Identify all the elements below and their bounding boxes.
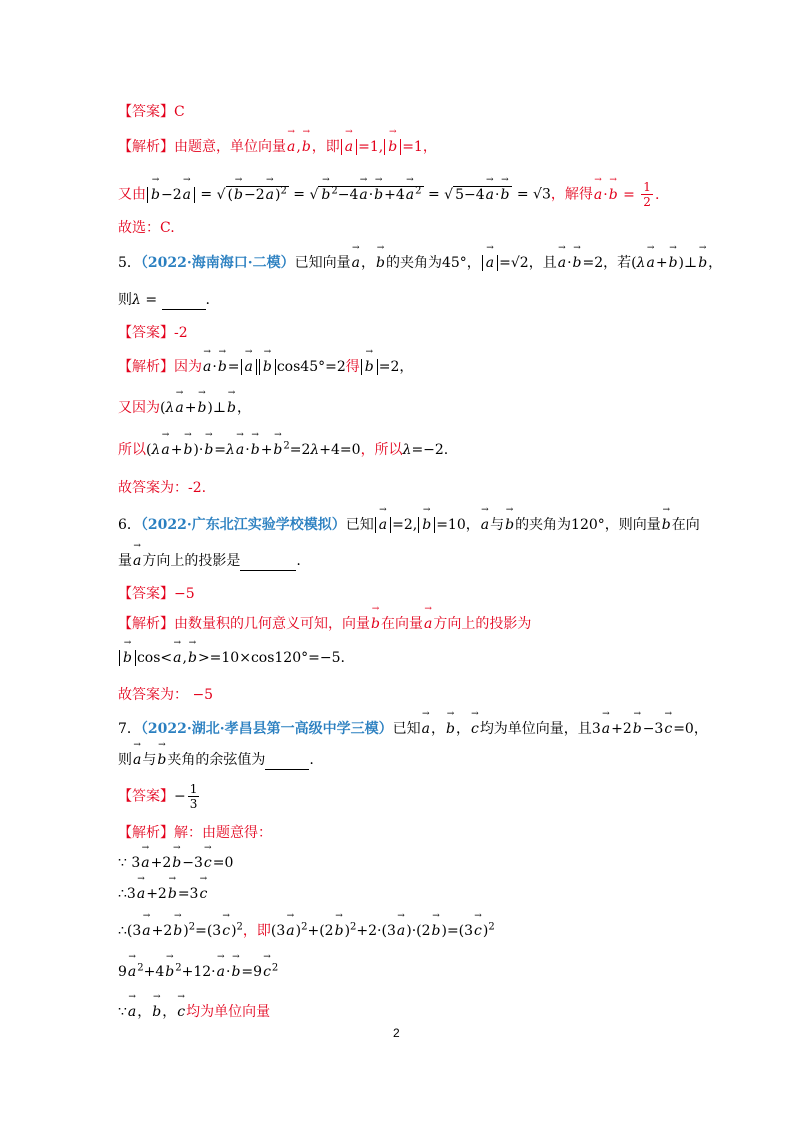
q5-source: （2022·海南海口·二模） bbox=[140, 255, 295, 271]
q7-analysis-line-5: $9\to a^2+4\to b^2+12\cdot\to a\cdot\to b=9\to c^2$ bbox=[118, 962, 278, 982]
q4-final: 故选：C. bbox=[118, 220, 175, 236]
q4-analysis-line-1: 【解析】由题意，单位向量→ a,→ b，即→ a =1,→ b =1， bbox=[118, 137, 437, 157]
q5-stem-line-2: 则λ = . bbox=[118, 292, 210, 308]
q6-analysis-line-1: 【解析】由数量积的几何意义可知，向量→ b在向量→ a方向上的投影为 bbox=[118, 614, 531, 634]
q5-answer-line: 【答案】-2 bbox=[118, 325, 188, 341]
q7-stem-line-1: 7．（2022·湖北·孝昌县第一高级中学三模）已知→ a，→ b，→ c均为单位向量，且3→ a+2→ b−3→ c=0， bbox=[118, 719, 708, 739]
q6-stem-line-2: 量→ a方向上的投影是 . bbox=[118, 551, 301, 571]
q4-answer-line bbox=[118, 102, 185, 122]
answer-blank bbox=[265, 755, 309, 770]
q7-answer-line: 【答案】− $\frac{1}{3}$ bbox=[118, 782, 198, 811]
q7-stem-line-2: 则→ a与→ b夹角的余弦值为 . bbox=[118, 750, 314, 770]
q7-source: （2022·湖北·孝昌县第一高级中学三模） bbox=[140, 721, 393, 737]
q7-analysis-line-6: ∵→ a，→ b，→ c均为单位向量 bbox=[118, 1002, 270, 1022]
q7-analysis-line-1: 【解析】解：由题意得： bbox=[118, 825, 272, 841]
q7-analysis-line-4: ∴(3→ $a+2\to b)^2=(3\to c)^2$，即$(3\to a)^2+(2\to b)^2+2\cdot(3\to a)\cdot(2\to b)=(3\to c)^2$ bbox=[118, 921, 495, 941]
q5-final: 故答案为：-2. bbox=[118, 480, 207, 496]
q6-analysis-line-2: → b cos<→ a,→ b>=10×cos120°=−5. bbox=[118, 648, 345, 668]
answer-blank bbox=[240, 556, 296, 571]
q6-answer-line: 【答案】−5 bbox=[118, 586, 195, 602]
q7-analysis-line-3: ∴3→ a+2→ b=3→ c bbox=[118, 884, 208, 904]
q5-stem-line-1: 5．（2022·海南海口·二模）已知向量→ a，→ b的夹角为45°，→ a =√2，且→ a·→ b=2，若(λ→ a+→ b)⊥→ b， bbox=[118, 253, 722, 273]
q6-source: （2022·广东北江实验学校模拟） bbox=[140, 517, 346, 533]
q6-final: 故答案为： −5 bbox=[118, 687, 214, 703]
q5-answer-value: -2 bbox=[174, 325, 188, 341]
q5-analysis-line-2: 又因为(λ→ a+→ b)⊥→ b， bbox=[118, 398, 251, 418]
answer-label: 【答案】 bbox=[118, 104, 174, 120]
analysis-label: 【解析】 bbox=[118, 139, 174, 155]
q4-answer-value: C bbox=[174, 104, 185, 120]
q7-analysis-line-2: ∵ 3→ a+2→ b−3→ c=0 bbox=[118, 853, 233, 873]
page-number: 2 bbox=[393, 1026, 400, 1040]
q5-analysis-line-3: 所以$(\lambda\to a+\to b)\cdot\to b=\lambda\to a\cdot\to b+\to b^2=2\lambda+4=0$，所以λ=−2. bbox=[118, 440, 448, 460]
q6-answer-value: −5 bbox=[174, 586, 195, 602]
q6-stem-line-1: 6．（2022·广东北江实验学校模拟）已知→ a =2,→ b =10，→ a与→ b的夹角为120°，则向量→ b在向 bbox=[118, 515, 700, 535]
q5-analysis-line-1: 【解析】因为→ a·→ b=→ a→ b cos45°=2得→ b =2， bbox=[118, 357, 413, 377]
q4-analysis-line-2: 又由→ b−2→ a = √ (→ b−2→ a)$^2$ = √→ $b^2-4\to a\cdot\to b+4\to a^2$ = √ 5−4→ a·→ b = √3，解得→ a·→ b = $\frac{1}{2}$ . bbox=[118, 180, 659, 209]
answer-blank bbox=[162, 295, 206, 310]
